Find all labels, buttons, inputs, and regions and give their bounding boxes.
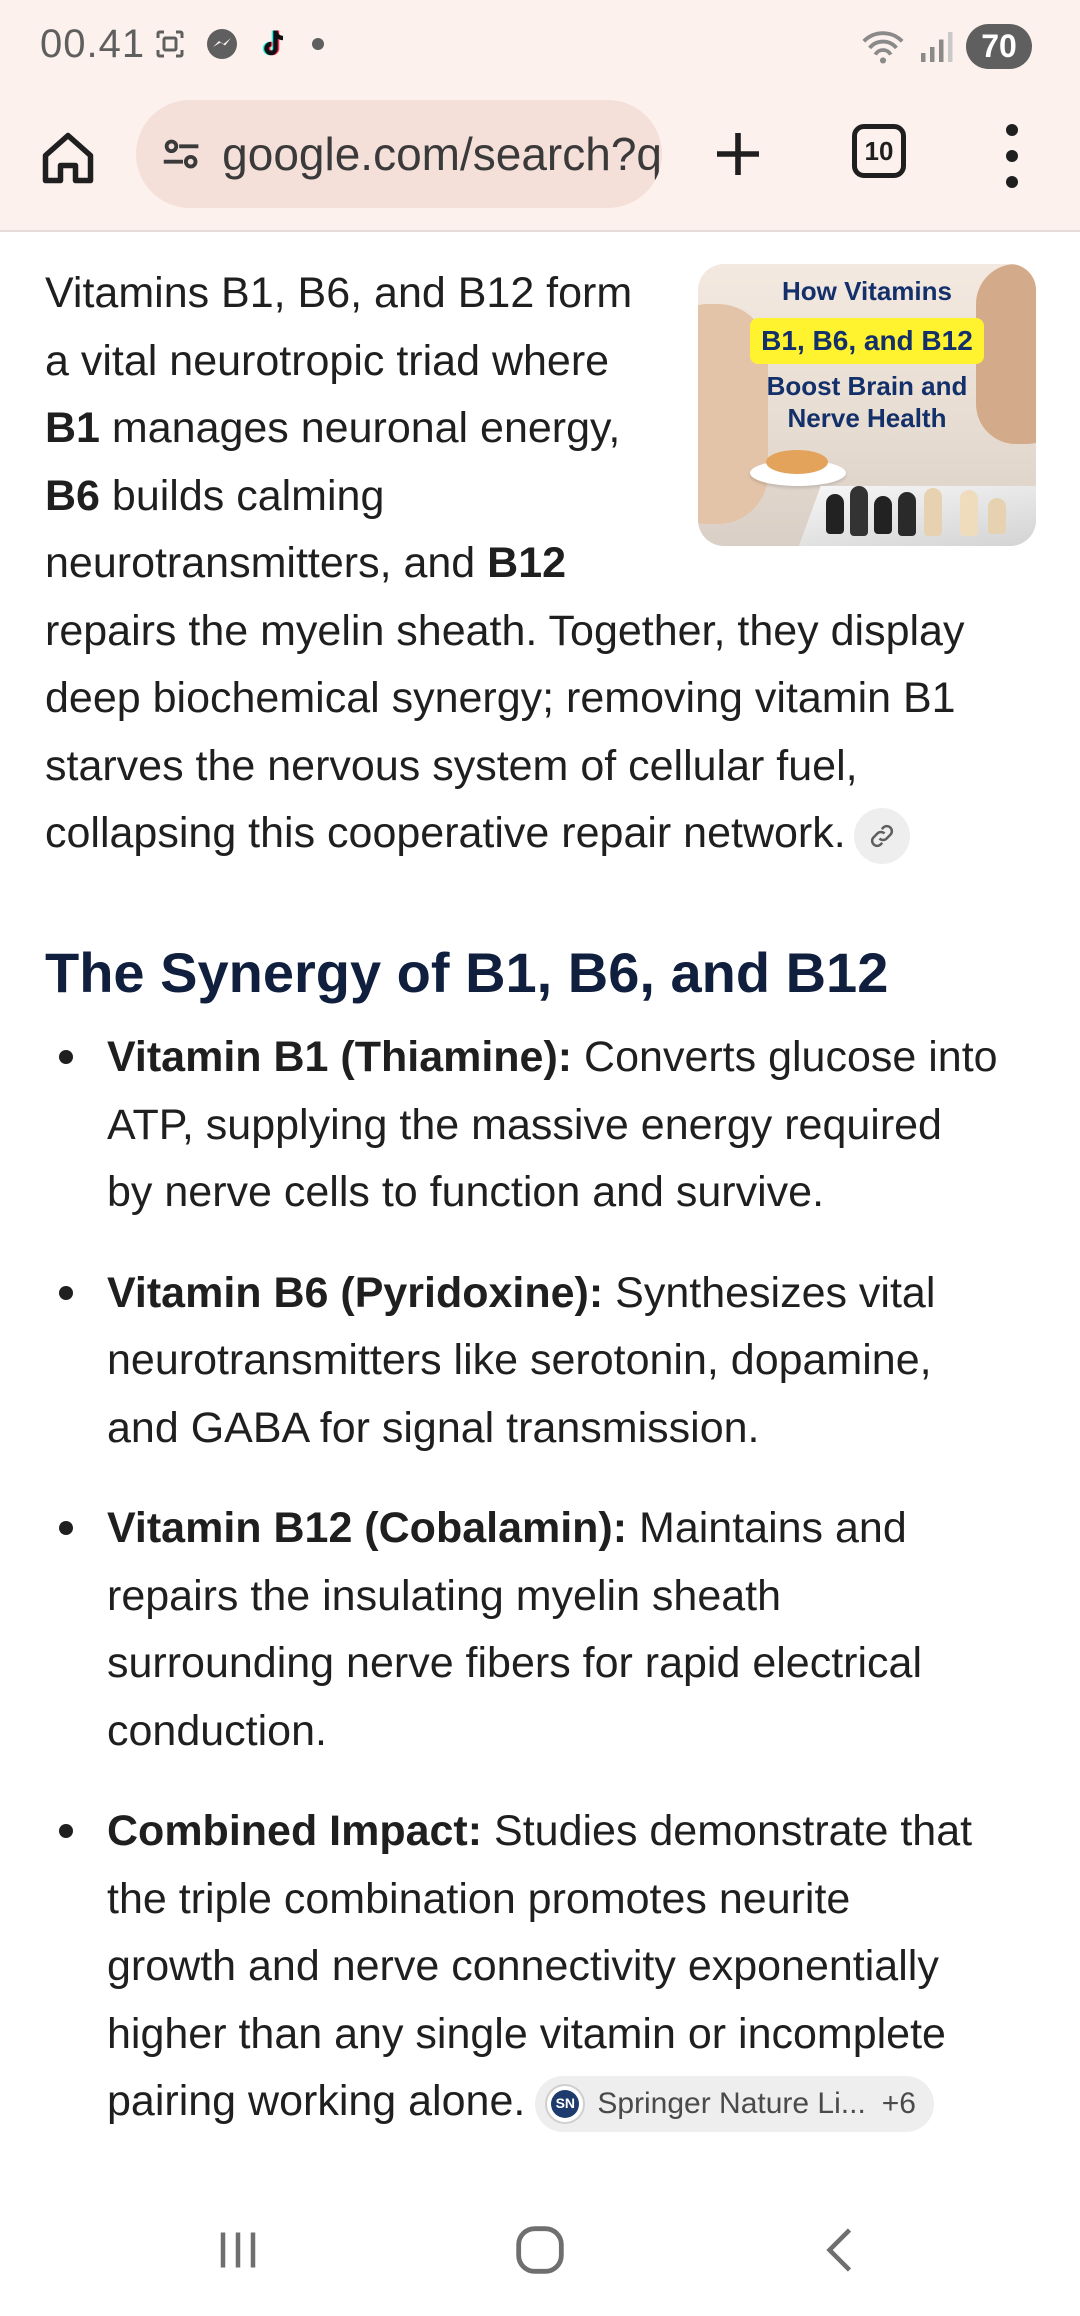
- intro-line: [45, 463, 1035, 531]
- back-icon: [812, 2220, 872, 2280]
- list-item-text: Converts glucose into: [572, 1033, 998, 1081]
- browser-toolbar: [0, 96, 1080, 232]
- list-item-line: by nerve cells to function and survive.: [107, 1168, 825, 1216]
- list-item-line: neurotransmitters like serotonin, dopamine,: [107, 1336, 932, 1384]
- list-item-line: [107, 2068, 1045, 2136]
- search-result-content: [0, 234, 1080, 2144]
- thumbnail-subtitle-line: Boost Brain and: [766, 371, 968, 401]
- list-item-line: [107, 1024, 1045, 1092]
- b6-term: B6: [45, 471, 100, 520]
- system-icons: [860, 24, 1032, 69]
- tab-count: 10: [864, 135, 894, 166]
- intro-line: [45, 530, 1035, 598]
- home-nav-icon: [508, 2218, 572, 2282]
- list-item: [45, 1260, 1045, 1463]
- link-icon: [867, 821, 897, 851]
- thumbnail-title-line: How Vitamins: [781, 276, 952, 306]
- section-heading: The Synergy of B1, B6, and B12: [45, 941, 889, 1004]
- intro-line: deep biochemical synergy; removing vitamin B1: [45, 674, 956, 722]
- intro-line: [45, 395, 1035, 463]
- thumbnail-subtitle-line: Nerve Health: [787, 403, 947, 433]
- springer-nature-logo: [545, 2084, 585, 2124]
- list-item-line: ATP, supplying the massive energy required: [107, 1100, 942, 1149]
- intro-line: repairs the myelin sheath. Together, they display: [45, 606, 965, 655]
- address-bar[interactable]: [136, 100, 662, 208]
- messenger-icon: [204, 26, 240, 62]
- b1-term: B1: [45, 404, 100, 452]
- status-bar: [0, 0, 1080, 96]
- bullet-dot: [59, 1824, 73, 1838]
- intro-text: builds calming: [99, 471, 385, 520]
- home-button[interactable]: [36, 126, 100, 190]
- list-item-line: repairs the insulating myelin sheath: [107, 1571, 782, 1620]
- signal-icon: [918, 29, 954, 65]
- tab-switcher-button[interactable]: [852, 124, 906, 178]
- list-item: [45, 1798, 1045, 2136]
- back-button[interactable]: [802, 2210, 882, 2290]
- wifi-icon: [860, 27, 906, 67]
- list-item-line: growth and nerve connectivity exponentially: [107, 1942, 939, 1990]
- source-more-count: +6: [881, 2086, 916, 2120]
- url-text[interactable]: google.com/search?q: [222, 128, 662, 180]
- list-item-line: and GABA for signal transmission.: [107, 1403, 760, 1452]
- list-item-line: [107, 1260, 1045, 1328]
- thumbnail-title-highlight: B1, B6, and B12: [750, 318, 984, 364]
- list-item: [45, 1495, 1045, 1765]
- list-item-term: Combined Impact:: [107, 1807, 483, 1855]
- more-vert-icon[interactable]: [988, 120, 1036, 192]
- more-notifications-dot: [308, 34, 328, 54]
- list-item-line: conduction.: [107, 1706, 327, 1755]
- new-tab-button[interactable]: [706, 122, 770, 186]
- list-item-line: surrounding nerve fibers for rapid electrical: [107, 1639, 923, 1687]
- intro-line: starves the nervous system of cellular fuel,: [45, 741, 858, 790]
- list-item-line: higher than any single vitamin or incomplete: [107, 2009, 946, 2058]
- bullet-dot: [59, 1286, 73, 1300]
- source-link-button[interactable]: [854, 808, 910, 864]
- intro-text: collapsing this cooperative repair network.: [45, 809, 846, 857]
- tiktok-icon: [256, 26, 292, 62]
- list-item-text: Studies demonstrate that: [482, 1807, 973, 1855]
- recents-button[interactable]: [198, 2210, 278, 2290]
- intro-text: manages neuronal energy,: [99, 404, 621, 452]
- list-item-term: Vitamin B1 (Thiamine):: [107, 1033, 573, 1081]
- list-item-term: Vitamin B6 (Pyridoxine):: [107, 1268, 604, 1317]
- screenshot-icon: [152, 26, 188, 62]
- list-item-line: [107, 1495, 1045, 1563]
- intro-text: neurotransmitters, and: [45, 539, 488, 587]
- source-label: Springer Nature Li...: [597, 2086, 866, 2120]
- tune-icon[interactable]: [158, 130, 204, 178]
- list-item-line: the triple combination promotes neurite: [107, 1874, 851, 1923]
- intro-paragraph: [45, 260, 1035, 868]
- list-item-term: Vitamin B12 (Cobalamin):: [107, 1504, 628, 1552]
- recents-icon: [208, 2220, 268, 2280]
- status-time: 00.41: [40, 22, 146, 66]
- intro-line: Vitamins B1, B6, and B12 form: [45, 269, 633, 317]
- b12-term: B12: [487, 539, 567, 587]
- home-nav-button[interactable]: [500, 2210, 580, 2290]
- source-chip[interactable]: [535, 2076, 934, 2132]
- bullet-dot: [59, 1050, 73, 1064]
- system-nav-bar: [0, 2180, 1080, 2316]
- intro-line: [45, 800, 1035, 868]
- notification-icons: [152, 26, 328, 62]
- synergy-list: [45, 1024, 1045, 2144]
- source-logo-text: SN: [551, 2090, 579, 2118]
- battery-level: 70: [966, 24, 1032, 69]
- list-item-text: Maintains and: [627, 1504, 907, 1552]
- home-icon: [38, 128, 98, 188]
- list-item: [45, 1024, 1045, 1227]
- list-item-text: Synthesizes vital: [603, 1268, 936, 1317]
- bullet-dot: [59, 1521, 73, 1535]
- list-item-line: [107, 1798, 1045, 1866]
- list-item-text: pairing working alone.: [107, 2077, 526, 2125]
- intro-line: a vital neurotropic triad where: [45, 336, 610, 385]
- plus-icon: [710, 126, 766, 182]
